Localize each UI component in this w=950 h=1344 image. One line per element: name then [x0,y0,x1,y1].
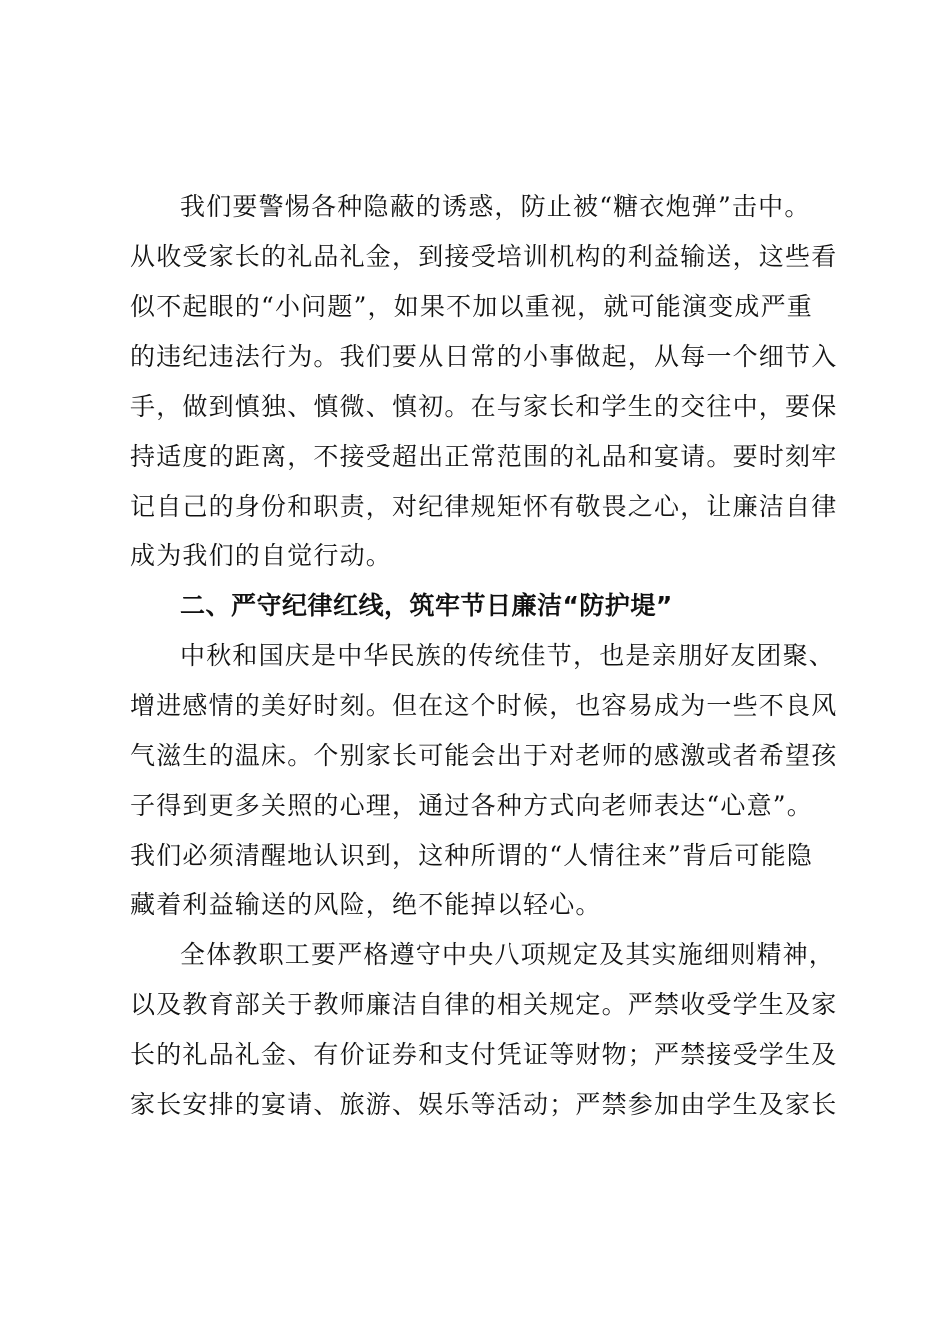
paragraph-line: 子得到更多关照的心理，通过各种方式向老师表达“心意”。 [130,791,813,820]
paragraph-line: 家长安排的宴请、旅游、娱乐等活动；严禁参加由学生及家长 [130,1090,838,1119]
paragraph-line: 藏着利益输送的风险，绝不能掉以轻心。 [130,890,602,919]
paragraph-line: 持适度的距离，不接受超出正常范围的礼品和宴请。要时刻牢 [130,442,838,471]
paragraph-line: 中秋和国庆是中华民族的传统佳节，也是亲朋好友团聚、 [180,641,836,670]
paragraph-line: 全体教职工要严格遵守中央八项规定及其实施细则精神， [180,940,836,969]
paragraph-line: 长的礼品礼金、有价证券和支付凭证等财物；严禁接受学生及 [130,1040,838,1069]
paragraph-line: 记自己的身份和职责，对纪律规矩怀有敬畏之心，让廉洁自律 [130,492,838,521]
paragraph-line: 从收受家长的礼品礼金，到接受培训机构的利益输送，这些看 [130,242,838,271]
paragraph-line: 增进感情的美好时刻。但在这个时候，也容易成为一些不良风 [130,691,838,720]
paragraph-line: 我们要警惕各种隐蔽的诱惑，防止被“糖衣炮弹”击中。 [180,192,811,221]
paragraph-line: 的违纪违法行为。我们要从日常的小事做起，从每一个细节入 [130,342,838,371]
section-heading: 二、严守纪律红线，筑牢节日廉洁“防护堤” [180,591,673,620]
paragraph-line: 手，做到慎独、慎微、慎初。在与家长和学生的交往中，要保 [130,392,838,421]
paragraph-line: 我们必须清醒地认识到，这种所谓的“人情往来”背后可能隐 [130,841,813,870]
paragraph-line: 成为我们的自觉行动。 [130,541,393,570]
paragraph-line: 似不起眼的“小问题”，如果不加以重视，就可能演变成严重 [130,292,813,321]
paragraph-line: 以及教育部关于教师廉洁自律的相关规定。严禁收受学生及家 [130,990,838,1019]
paragraph-line: 气滋生的温床。个别家长可能会出于对老师的感激或者希望孩 [130,741,838,770]
